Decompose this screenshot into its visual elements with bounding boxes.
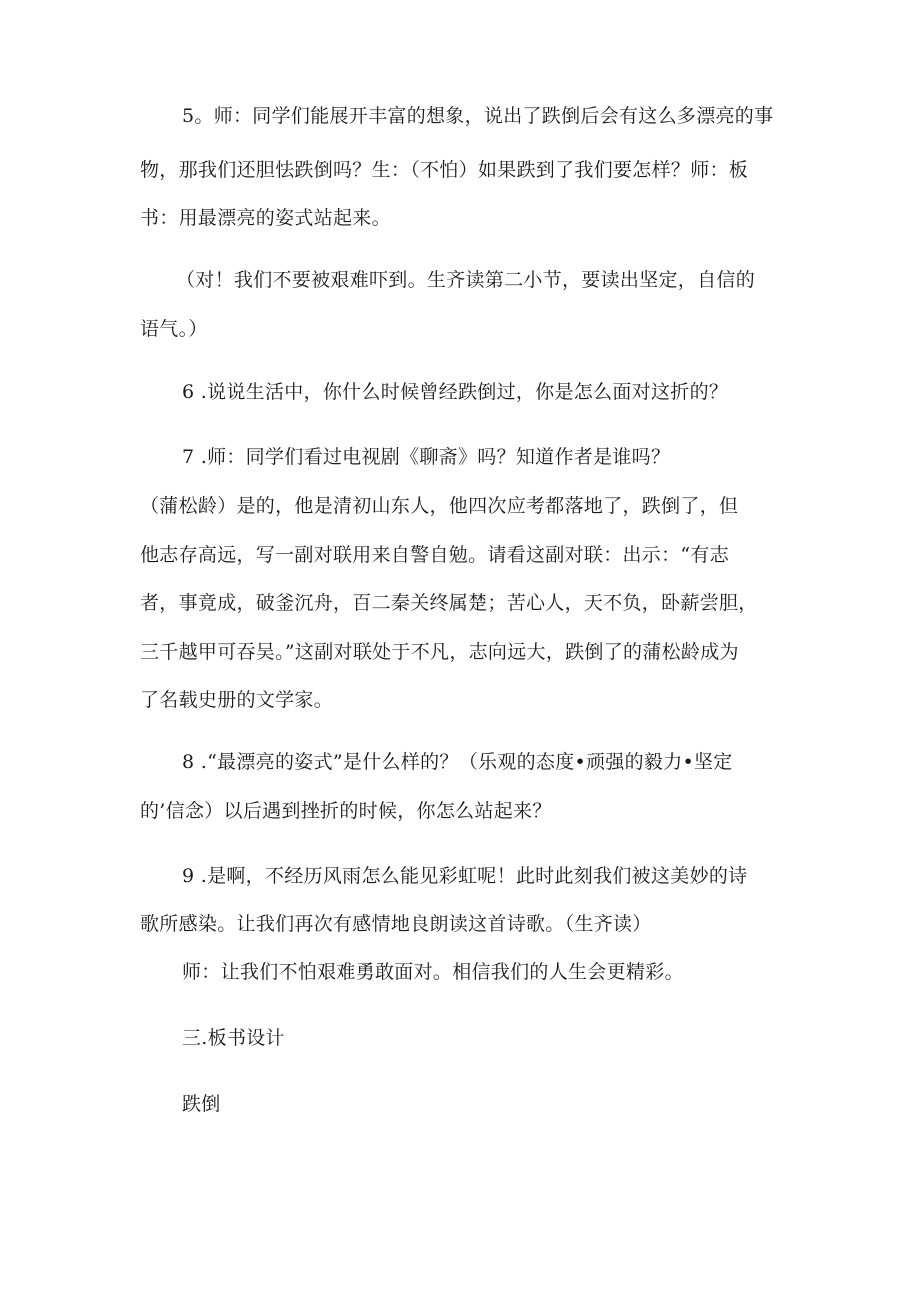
item5-line2: 物，那我们还胆怯跌倒吗？生：（不怕）如果跌到了我们要怎样？师：板	[140, 159, 749, 181]
section3-item: 跌倒	[182, 1093, 221, 1115]
item8-line2: 的’信念）以后遇到挫折的时候，你怎么站起来？	[140, 800, 552, 822]
note-line1: （对！我们不要被艰难吓到。生齐读第二小节，要读出坚定，自信的	[176, 269, 756, 291]
item9-line2: 歌所感染。让我们再次有感情地良朗读这首诗歌。（生齐读）	[140, 913, 652, 935]
item5-line3: 书：用最漂亮的姿式站起来。	[140, 207, 391, 229]
section3-heading: 三.板书设计	[182, 1027, 285, 1049]
item8-line1: 8 .“最漂亮的姿式”是什么样的？（乐观的态度•顽强的毅力•坚定	[182, 751, 733, 773]
item5-line1: 5。师：同学们能展开丰富的想象，说出了跌倒后会有这么多漂亮的事	[182, 105, 774, 127]
item7-line5: 三千越甲可吞吴。”这副对联处于不凡，志向远大，跌倒了的蒲松龄成为	[140, 641, 739, 663]
item7-line2: （蒲松龄）是的，他是清初山东人，他四次应考都落地了，跌倒了，但	[140, 495, 739, 517]
item9-line3: 师：让我们不怕艰难勇敢面对。相信我们的人生会更精彩。	[182, 961, 684, 983]
note-line2: 语气。）	[140, 318, 208, 340]
item6-line1: 6 .说说生活中，你什么时候曾经跌倒过，你是怎么面对这折的？	[182, 381, 729, 403]
item7-line1: 7 .师：同学们看过电视剧《聊斋》吗？知道作者是谁吗？	[182, 446, 671, 468]
item9-line1: 9 .是啊，不经历风雨怎么能见彩虹呢！此时此刻我们被这美妙的诗	[182, 865, 748, 887]
item7-line6: 了名载史册的文学家。	[140, 689, 334, 711]
item7-line4: 者，事竟成，破釜沉舟，百二秦关终属楚；苦心人，天不负，卧薪尝胆，	[140, 592, 758, 614]
item7-line3: 他志存高远，写一副对联用来自警自勉。请看这副对联：出示：“有志	[140, 544, 730, 566]
